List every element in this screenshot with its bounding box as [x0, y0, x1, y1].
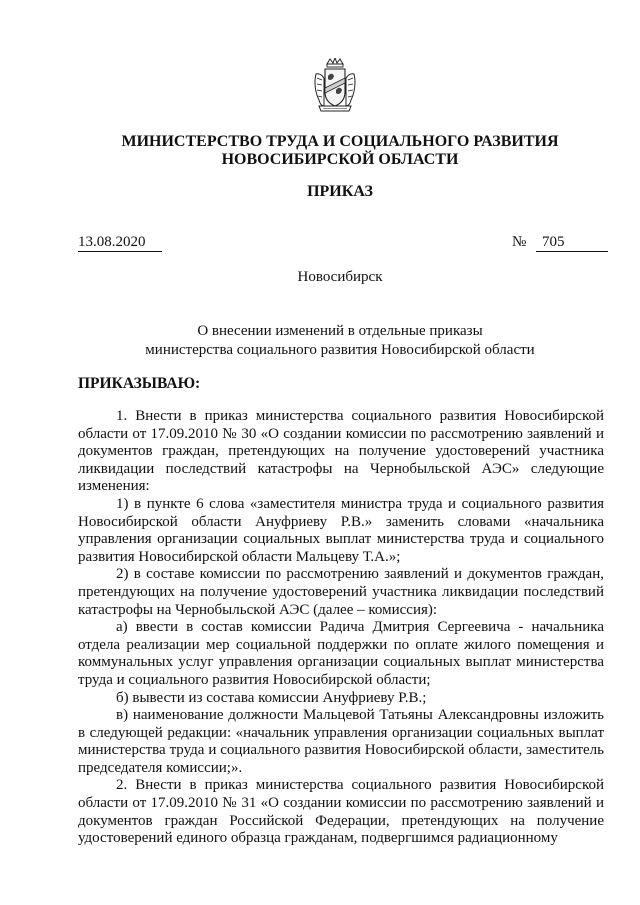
- order-date: 13.08.2020: [78, 233, 162, 252]
- paragraph-item-1-2-b: б) вывести из состава комиссии Ануфриеву Р.В.;: [116, 689, 427, 706]
- paragraph-item-1-2-a: а) ввести в состав комиссии Радича Дмитрия Сергеевича - начальника отдела реализации мер социальной поддержки по оплате жилого помещения и коммунальных услуг управления организации социальных выплат министерства труда и социального развития Новосибирской области;: [78, 619, 604, 688]
- paragraph-item-1: 1. Внести в приказ министерства социального развития Новосибирской области от 17.09.2010 № 30 «О создании комиссии по рассмотрению заявлений и документов граждан, претендующих на получение удостоверений участника ликвидации последствий катастрофы на Чернобыльской АЭС» следующие изменения:: [78, 408, 604, 495]
- ministry-name-line1: МИНИСТЕРСТВО ТРУДА И СОЦИАЛЬНОГО РАЗВИТИЯ: [121, 133, 559, 150]
- order-directive-word: ПРИКАЗЫВАЮ:: [78, 375, 201, 392]
- coat-of-arms-icon: [313, 58, 357, 114]
- ministry-name-line2: НОВОСИБИРСКОЙ ОБЛАСТИ: [221, 151, 459, 168]
- order-number: 705: [536, 233, 608, 252]
- subject-line2: министерства социального развития Новосибирской области: [145, 342, 535, 358]
- paragraph-item-1-1: 1) в пункте 6 слова «заместителя министра труда и социального развития Новосибирской области Ануфриеву Р.В.» заменить словами «начальника управления организации социальных выплат министерства труда и социального развития Новосибирской области Мальцеву Т.А.»;: [78, 495, 604, 565]
- paragraph-item-1-2-v: в) наименование должности Мальцевой Татьяны Александровны изложить в следующей редакции: «начальник управления организации социальных выплат министерства труда и социального развития Новосибирской области, заместитель председателя комиссии;».: [78, 707, 604, 776]
- number-sign: №: [512, 234, 527, 250]
- city-name: Новосибирск: [297, 269, 383, 285]
- subject-line1: О внесении изменений в отдельные приказы: [197, 323, 483, 339]
- paragraph-item-1-2: 2) в составе комиссии по рассмотрению заявлений и документов граждан, претендующих на получение удостоверений участника ликвидации последствий катастрофы на Чернобыльской АЭС (далее – комиссия):: [78, 566, 604, 618]
- document-type-title: ПРИКАЗ: [307, 183, 373, 200]
- paragraph-item-2: 2. Внести в приказ министерства социального развития Новосибирской области от 17.09.2010 № 31 «О создании комиссии по рассмотрению заявлений и документов граждан Российской Федерации, претендующих на получение удостоверений единого образца гражданам, подвергшимся радиационному: [78, 777, 604, 847]
- order-body: [78, 408, 604, 848]
